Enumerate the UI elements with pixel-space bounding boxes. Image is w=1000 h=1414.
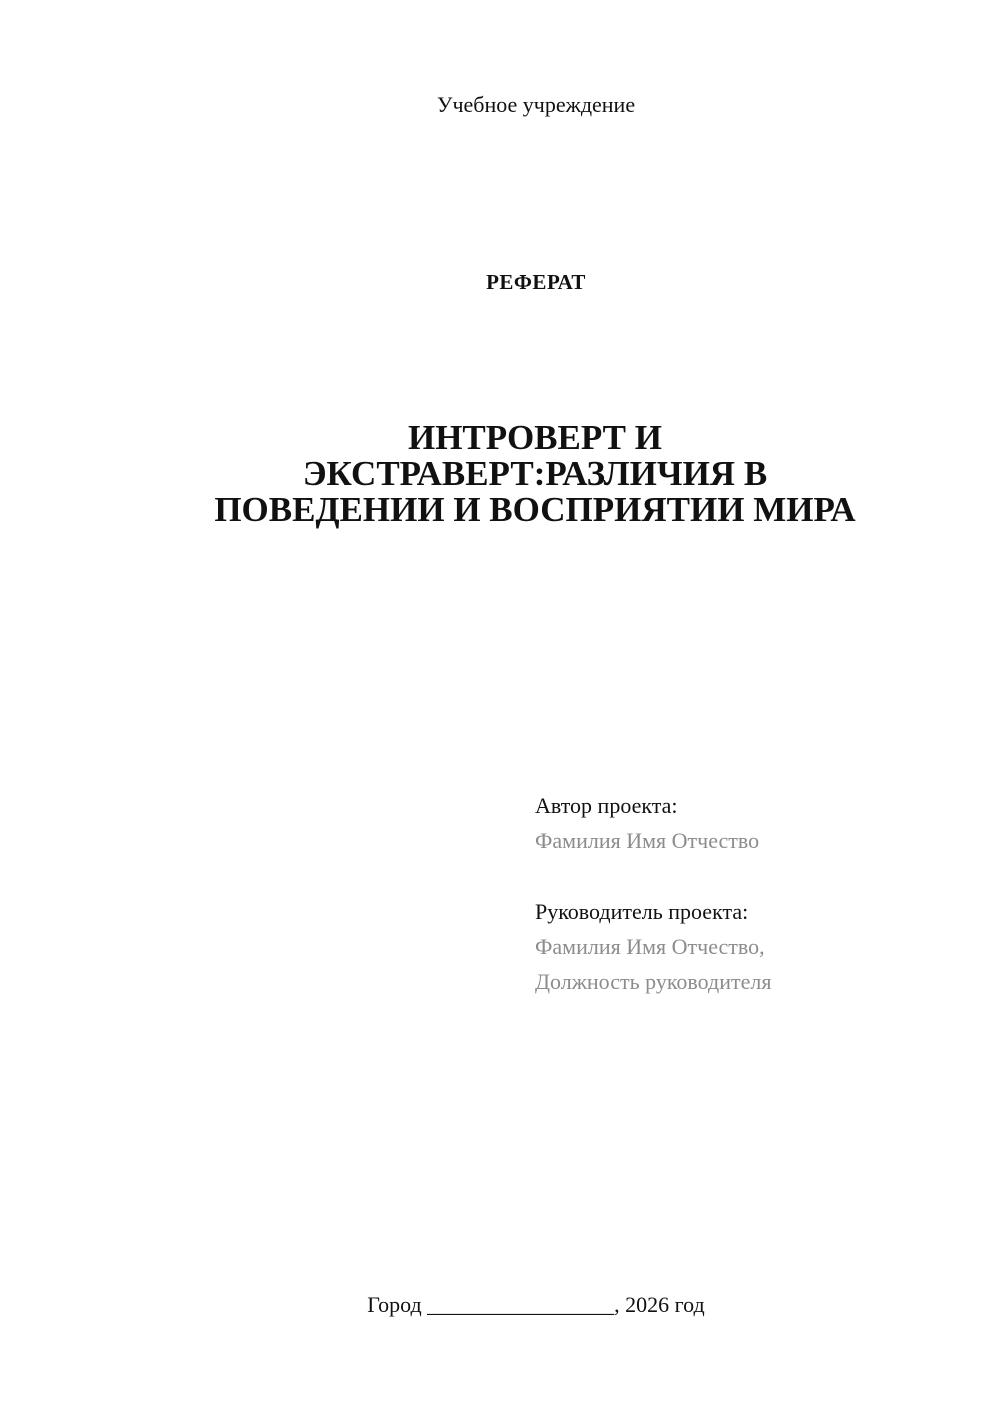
document-type: РЕФЕРАТ bbox=[486, 270, 586, 294]
credits-spacer bbox=[535, 858, 975, 894]
city-year-line: Город _________________, 2026 год bbox=[367, 1292, 705, 1317]
title-line-1: ИНТРОВЕРТ И bbox=[407, 418, 662, 457]
supervisor-label: Руководитель проекта: bbox=[535, 899, 749, 924]
credits-block bbox=[535, 788, 975, 999]
author-label: Автор проекта: bbox=[535, 793, 678, 818]
supervisor-name: Фамилия Имя Отчество, bbox=[535, 934, 765, 959]
title-line-2: ЭКСТРАВЕРТ:РАЗЛИЧИЯ В bbox=[302, 454, 768, 493]
supervisor-position: Должность руководителя bbox=[535, 969, 772, 994]
document-title bbox=[150, 420, 920, 528]
author-name: Фамилия Имя Отчество bbox=[535, 828, 760, 853]
title-line-3: ПОВЕДЕНИИ И ВОСПРИЯТИИ МИРА bbox=[214, 490, 856, 529]
institution-name: Учебное учреждение bbox=[436, 92, 636, 117]
